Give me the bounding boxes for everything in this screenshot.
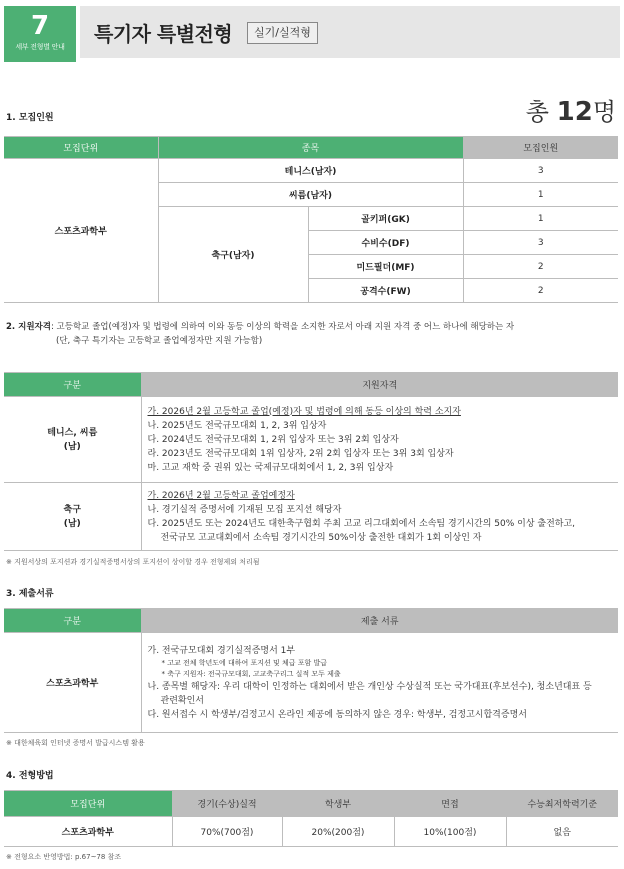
section2-note: ※ 지원서상의 포지션과 경기실적증명서상의 포지션이 상이할 경우 전형제외 처리됨 xyxy=(6,558,260,566)
qualification-item: 라. 2023년도 전국규모대회 1위 입상자, 2위 2회 입상자 또는 3위 3회 입상자 xyxy=(147,448,454,459)
col-category: 구분 xyxy=(4,609,141,633)
section-number-caption: 세부 전형별 안내 xyxy=(15,43,65,51)
document-item: 다. 원서접수 시 학생부/검정고시 온라인 제공에 동의하지 않은 경우: 학생부, 검정고시합격증명서 xyxy=(147,709,527,720)
col-count: 모집인원 xyxy=(463,137,618,159)
school-record-cell: 20%(200점) xyxy=(282,817,394,847)
type-tag: 실기/실적형 xyxy=(247,22,318,44)
qualification-item: 나. 경기실적 증명서에 기재된 모집 포지션 해당자 xyxy=(147,504,342,515)
csat-minimum-cell: 없음 xyxy=(506,817,618,847)
col-school-record: 학생부 xyxy=(282,791,394,817)
section3-title: 3. 제출서류 xyxy=(6,589,54,599)
col-csat-minimum: 수능최저학력기준 xyxy=(506,791,618,817)
selection-method-table xyxy=(4,790,618,847)
col-category: 구분 xyxy=(4,373,141,397)
event-cell: 테니스(남자) xyxy=(158,159,463,183)
count-cell: 1 xyxy=(463,183,618,207)
tennis-label-line2: (남) xyxy=(63,441,81,452)
documents-table xyxy=(4,608,618,733)
total-suffix: 명 xyxy=(592,98,616,126)
soccer-label-line1: 축구 xyxy=(63,504,81,515)
total-prefix: 총 xyxy=(525,98,549,126)
section2-title: 2. 지원자격 xyxy=(6,322,51,332)
tennis-qualifications xyxy=(141,397,618,483)
count-cell: 1 xyxy=(463,207,618,231)
document-subnote: * 축구 지원자: 전국규모대회, 고교축구리그 실적 모두 제출 xyxy=(161,669,341,678)
soccer-qualifications xyxy=(141,483,618,551)
col-performance: 경기(수상)실적 xyxy=(172,791,282,817)
total-count xyxy=(526,92,616,127)
interview-cell: 10%(100점) xyxy=(394,817,506,847)
tennis-label-line1: 테니스, 씨름 xyxy=(47,427,98,438)
count-cell: 3 xyxy=(463,159,618,183)
event-cell: 씨름(남자) xyxy=(158,183,463,207)
position-cell: 골키퍼(GK) xyxy=(308,207,463,231)
quota-table xyxy=(4,136,618,303)
qualification-item: 전국규모 고교대회에서 소속팀 경기시간의 50%이상 출전한 대회가 1회 이상인 자 xyxy=(160,532,482,543)
count-cell: 2 xyxy=(463,279,618,303)
col-unit: 모집단위 xyxy=(4,137,158,159)
section-number: 7 xyxy=(30,11,50,41)
unit-cell: 스포츠과학부 xyxy=(4,817,172,847)
document-item: 가. 전국규모대회 경기실적증명서 1부 xyxy=(147,645,296,656)
total-number: 12 xyxy=(556,97,593,127)
section2-desc2: (단, 축구 특기자는 고등학교 졸업예정자만 지원 가능함) xyxy=(56,336,263,346)
soccer-label xyxy=(4,483,141,551)
col-interview: 면접 xyxy=(394,791,506,817)
qualification-table xyxy=(4,372,618,551)
qualification-item: 가. 2026년 2월 고등학교 졸업예정자 xyxy=(147,490,295,501)
document-item: 관련확인서 xyxy=(160,695,204,706)
soccer-label: 축구(남자) xyxy=(158,207,308,303)
section2-intro: 2. 지원자격: 고등학교 졸업(예정)자 및 법령에 의하여 이와 동등 이상의 학력을 소지한 자로서 아래 지원 자격 중 어느 하나에 해당하는 자 (단, 축구 특기자는 고등학교 졸업예정자만 지원 가능함) xyxy=(6,320,616,348)
col-docs: 제출 서류 xyxy=(141,609,618,633)
col-unit: 모집단위 xyxy=(4,791,172,817)
document-item: 나. 종목별 해당자: 우리 대학이 인정하는 대회에서 받은 개인상 수상실적 또는 국가대표(후보선수), 청소년대표 등 xyxy=(147,681,592,692)
page-title: 특기자 특별전형 xyxy=(94,22,233,46)
performance-cell: 70%(700점) xyxy=(172,817,282,847)
col-qualification: 지원자격 xyxy=(141,373,618,397)
page-header xyxy=(0,0,624,64)
soccer-label-line2: (남) xyxy=(63,518,81,529)
document-subnote: * 고교 전체 학년도에 대하여 포지션 및 체급 포함 발급 xyxy=(161,658,328,667)
unit-cell: 스포츠과학부 xyxy=(4,633,141,733)
section4-note: ※ 전형요소 반영방법: p.67~78 참조 xyxy=(6,853,122,861)
documents-list xyxy=(141,633,618,733)
position-cell: 공격수(FW) xyxy=(308,279,463,303)
qualification-item: 마. 고교 재학 중 권위 있는 국제규모대회에서 1, 2, 3위 입상자 xyxy=(147,462,394,473)
unit-cell: 스포츠과학부 xyxy=(4,159,158,303)
count-cell: 2 xyxy=(463,255,618,279)
section2-desc: 고등학교 졸업(예정)자 및 법령에 의하여 이와 동등 이상의 학력을 소지한 자로서 아래 지원 자격 중 어느 하나에 해당하는 자 xyxy=(56,322,515,332)
section-number-badge xyxy=(4,6,76,62)
qualification-item: 나. 2025년도 전국규모대회 1, 2, 3위 입상자 xyxy=(147,420,327,431)
section3-note: ※ 대한체육회 인터넷 증명서 발급시스템 활용 xyxy=(6,739,145,747)
col-event: 종목 xyxy=(158,137,463,159)
section4-title: 4. 전형방법 xyxy=(6,771,54,781)
tennis-label xyxy=(4,397,141,483)
count-cell: 3 xyxy=(463,231,618,255)
qualification-item: 다. 2024년도 전국규모대회 1, 2위 입상자 또는 3위 2회 입상자 xyxy=(147,434,399,445)
qualification-item: 가. 2026년 2월 고등학교 졸업(예정)자 및 법령에 의해 동등 이상의 학력 소지자 xyxy=(147,406,461,417)
section1-title: 1. 모집인원 xyxy=(6,113,54,123)
position-cell: 수비수(DF) xyxy=(308,231,463,255)
qualification-item: 다. 2025년도 또는 2024년도 대한축구협회 주최 고교 리그대회에서 소속팀 경기시간의 50% 이상 출전하고, xyxy=(147,518,576,529)
position-cell: 미드필더(MF) xyxy=(308,255,463,279)
